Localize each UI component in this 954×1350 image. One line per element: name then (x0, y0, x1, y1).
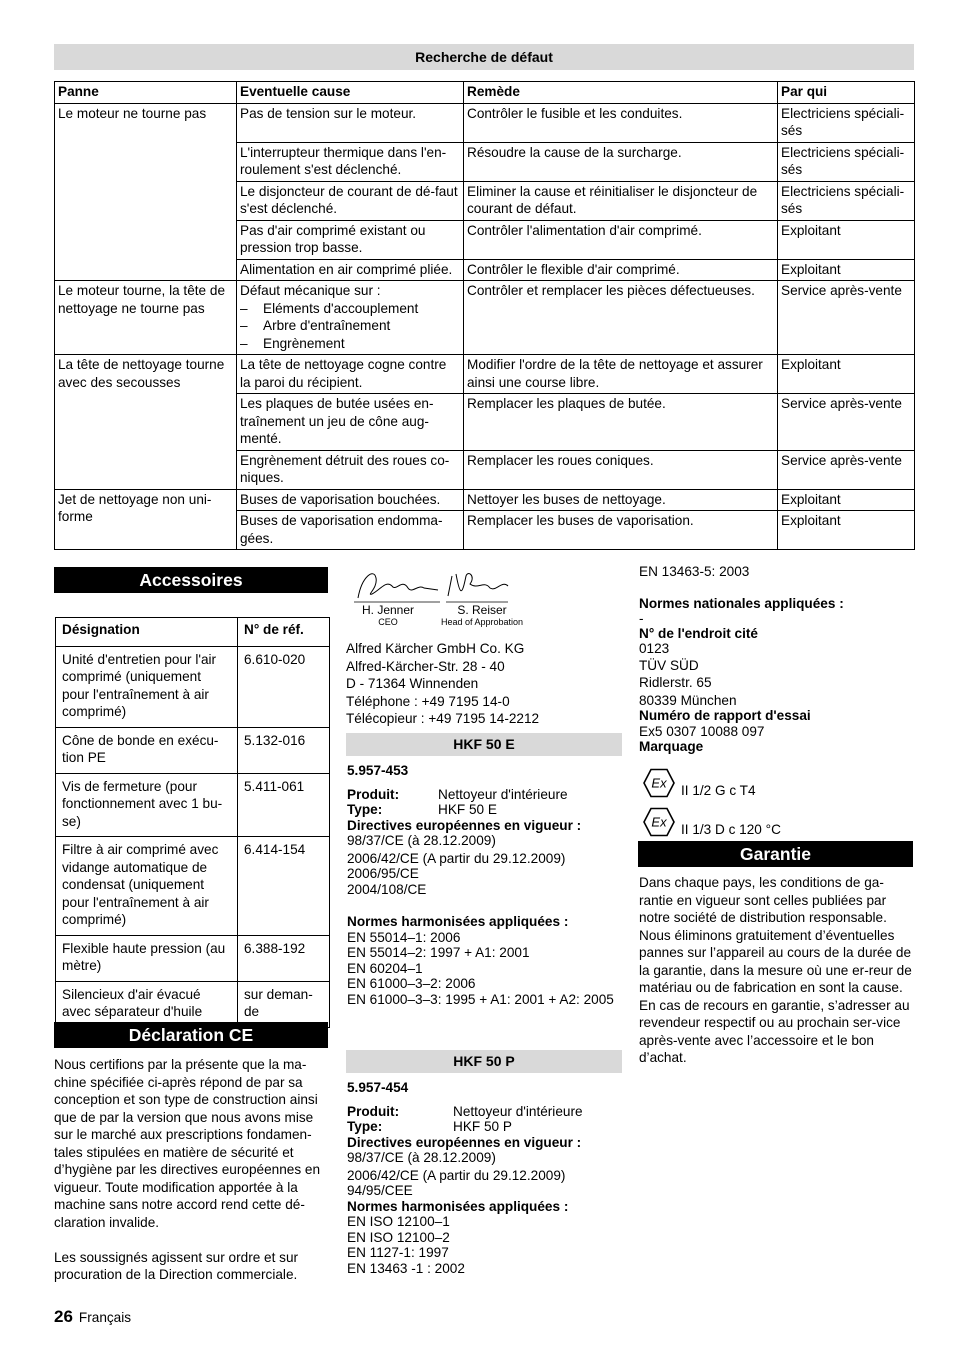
designation-cell: Cône de bonde en exécu-tion PE (56, 727, 238, 773)
directive-item: 2006/42/CE (A partir du 29.12.2009) (347, 850, 566, 866)
directive-item: 2004/108/CE (347, 881, 427, 897)
cause-cell: Le disjoncteur de courant de dé-faut s'est déclenché. (237, 181, 464, 220)
remede-cell: Contrôler le flexible d'air comprimé. (464, 259, 778, 281)
declaration-paragraph: Nous certifions par la présente que la ma-chine spécifiée ci-après répond de par sa conception et son type de construction ainsi que de par la version que nous avons mise sur le marché aux prescriptions fondamen-tales stipulées en matière de sécurité et d’hygiène par les directives européennes en vigueur. Toute modification apportée à la machine sans notre accord rend cette dé-claration invalide. (54, 1057, 321, 1230)
header-remede: Remède (464, 82, 778, 104)
product-number: 5.957-453 (347, 763, 409, 778)
company-address (346, 640, 626, 728)
panne-cell: Le moteur tourne, la tête de nettoyage ne tourne pas (55, 281, 237, 355)
remede-cell: Modifier l'ordre de la tête de nettoyage et assurer ainsi une course libre. (464, 355, 778, 394)
remede-cell: Remplacer les plaques de butée. (464, 394, 778, 451)
site-label: N° de l'endroit cité (639, 625, 758, 641)
cause-cell: L'interrupteur thermique dans l'en-roulement s'est déclenché. (237, 142, 464, 181)
declaration-paragraph: Les soussignés agissent sur ordre et sur procuration de la Direction commerciale. (54, 1249, 299, 1282)
page-footer (54, 1308, 131, 1327)
qui-cell: Service après-vente (778, 450, 915, 489)
remede-cell: Contrôler et remplacer les pièces défectueuses. (464, 281, 778, 355)
cause-cell: Buses de vaporisation bouchées. (237, 489, 464, 511)
ref-cell: 5.132-016 (238, 727, 330, 773)
ref-cell: 6.610-020 (238, 646, 330, 727)
hkf50e-block (347, 762, 623, 1008)
header-cause: Eventuelle cause (237, 82, 464, 104)
signer-role: CEO (378, 617, 398, 627)
qui-cell: Exploitant (778, 489, 915, 511)
designation-cell: Silencieux d'air évacué avec séparateur d'huile (56, 981, 238, 1027)
remede-cell: Résoudre la cause de la surcharge. (464, 142, 778, 181)
designation-cell: Flexible haute pression (au mètre) (56, 935, 238, 981)
normes-label: Normes harmonisées appliquées : (347, 1198, 569, 1214)
garantie-paragraph: En cas de recours en garantie, s’adresser au revendeur respectif ou au prochain ser-vice après-vente avec l’accessoire et le bon d’achat. (639, 997, 910, 1065)
remede-cell: Remplacer les roues coniques. (464, 450, 778, 489)
report-value: Ex5 0307 10088 097 (639, 723, 765, 739)
cause-cell: Engrènement détruit des roues co-niques. (237, 450, 464, 489)
header-ref: N° de réf. (238, 618, 330, 647)
norme-item: EN 55014–2: 1997 + A1: 2001 (347, 945, 530, 960)
cause-cell: Les plaques de butée usées en-traînement un jeu de cône aug-menté. (237, 394, 464, 451)
standards-block (639, 563, 915, 756)
table-row (55, 355, 915, 394)
list-item: – Arbre d'entraînement (240, 317, 460, 335)
directive-item: 94/95/CEE (347, 1183, 413, 1198)
marking-label: Marquage (639, 739, 704, 754)
signer-name: H. Jenner (361, 603, 415, 617)
produit-row: Produit: Nettoyeur d'intérieure (347, 1103, 583, 1119)
norme-item: EN ISO 12100–1 (347, 1214, 450, 1229)
table-row (56, 646, 330, 727)
table-row (56, 837, 330, 936)
directive-item: 2006/42/CE (A partir du 29.12.2009) (347, 1167, 566, 1183)
table-row (55, 489, 915, 511)
normes-label: Normes harmonisées appliquées : (347, 914, 569, 929)
svg-text:Ex: Ex (651, 814, 667, 830)
signer-name: S. Reiser (457, 603, 507, 617)
remede-cell: Contrôler le fusible et les conduites. (464, 103, 778, 142)
page-number: 26 (54, 1307, 73, 1326)
marking-value: II 1/3 D c 120 °C (681, 822, 781, 837)
norm-continued: EN 13463-5: 2003 (639, 564, 750, 579)
directive-item: 98/37/CE (à 28.12.2009) (347, 833, 496, 848)
cause-cell: Buses de vaporisation endomma-gées. (237, 511, 464, 550)
cause-cell: Alimentation en air comprimé pliée. (237, 259, 464, 281)
hkf50p-block (347, 1079, 623, 1277)
ref-cell: sur deman-de (238, 981, 330, 1027)
company-street: Alfred-Kärcher-Str. 28 - 40 (346, 658, 505, 674)
qui-cell: Electriciens spéciali-sés (778, 142, 915, 181)
cause-cell: Pas d'air comprimé existant ou pression trop basse. (237, 220, 464, 259)
svg-text:Ex: Ex (651, 775, 667, 791)
table-row (56, 773, 330, 837)
hkf50e-heading: HKF 50 E (346, 733, 622, 756)
designation-cell: Filtre à air comprimé avec vidange automatique de condensat (uniquement pour l'entraînement à air comprimé) (56, 837, 238, 936)
site-line: 0123 (639, 641, 670, 656)
site-line: TÜV SÜD (639, 657, 699, 673)
directives-label: Directives européennes en vigueur : (347, 817, 582, 833)
type-row: Type: HKF 50 E (347, 802, 497, 817)
qui-cell: Service après-vente (778, 281, 915, 355)
national-norms-label: Normes nationales appliquées : (639, 595, 844, 611)
remede-cell: Eliminer la cause et réinitialiser le disjoncteur de courant de défaut. (464, 181, 778, 220)
table-row (56, 727, 330, 773)
report-label: Numéro de rapport d'essai (639, 708, 811, 723)
table-row (55, 103, 915, 142)
table-header-row (56, 618, 330, 647)
type-row: Type: HKF 50 P (347, 1119, 512, 1134)
produit-row: Produit: Nettoyeur d'intérieure (347, 786, 568, 802)
panne-cell: Le moteur ne tourne pas (55, 103, 237, 281)
table-row (55, 281, 915, 355)
remede-cell: Remplacer les buses de vaporisation. (464, 511, 778, 550)
header-panne: Panne (55, 82, 237, 104)
panne-cell: La tête de nettoyage tourne avec des secousses (55, 355, 237, 490)
norme-item: EN 61000–3–3: 1995 + A1: 2001 + A2: 2005 (347, 991, 614, 1007)
cause-list (240, 300, 460, 353)
header-par-qui: Par qui (778, 82, 915, 104)
cause-cell: Pas de tension sur le moteur. (237, 103, 464, 142)
company-name: Alfred Kärcher GmbH Co. KG (346, 641, 525, 656)
troubleshooting-title: Recherche de défaut (54, 44, 914, 70)
directive-item: 98/37/CE (à 28.12.2009) (347, 1150, 496, 1165)
language-label: Français (78, 1310, 132, 1325)
list-item: – Engrènement (240, 335, 460, 353)
site-line: Ridlerstr. 65 (639, 675, 712, 690)
cause-intro: Défaut mécanique sur : (240, 283, 381, 298)
designation-cell: Vis de fermeture (pour fonctionnement avec 1 bu-se) (56, 773, 238, 837)
ref-cell: 6.414-154 (238, 837, 330, 936)
garantie-text (639, 874, 915, 1067)
norme-item: EN 55014–1: 2006 (347, 929, 461, 945)
company-fax: Télécopieur : +49 7195 14-2212 (346, 711, 540, 726)
table-header-row (55, 82, 915, 104)
norme-item: EN 13463 -1 : 2002 (347, 1260, 465, 1276)
table-row (56, 981, 330, 1027)
company-city: D - 71364 Winnenden (346, 676, 479, 691)
cause-cell: La tête de nettoyage cogne contre la paroi du récipient. (237, 355, 464, 394)
panne-cell: Jet de nettoyage non uni-forme (55, 489, 237, 550)
qui-cell: Electriciens spéciali-sés (778, 181, 915, 220)
norme-item: EN 61000–3–2: 2006 (347, 976, 476, 991)
company-phone: Téléphone : +49 7195 14-0 (346, 693, 510, 709)
signature-left (355, 604, 421, 628)
ex-hexagon-icon (643, 768, 675, 798)
qui-cell: Service après-vente (778, 394, 915, 451)
hkf50p-heading: HKF 50 P (346, 1050, 622, 1073)
remede-cell: Nettoyer les buses de nettoyage. (464, 489, 778, 511)
ref-cell: 6.388-192 (238, 935, 330, 981)
cause-cell (237, 281, 464, 355)
norme-item: EN ISO 12100–2 (347, 1229, 450, 1245)
signature-right (437, 604, 527, 628)
ex-hexagon-icon (643, 807, 675, 837)
qui-cell: Exploitant (778, 355, 915, 394)
directive-item: 2006/95/CE (347, 866, 419, 881)
declaration-text (54, 1056, 330, 1284)
troubleshooting-table (54, 81, 915, 550)
marking-row-1 (643, 766, 756, 800)
accessories-heading: Accessoires (54, 567, 328, 593)
norme-item: EN 1127-1: 1997 (347, 1245, 449, 1260)
declaration-heading: Déclaration CE (54, 1022, 328, 1048)
qui-cell: Exploitant (778, 259, 915, 281)
directives-label: Directives européennes en vigueur : (347, 1134, 582, 1150)
norme-item: EN 60204–1 (347, 960, 423, 976)
qui-cell: Electriciens spéciali-sés (778, 103, 915, 142)
designation-cell: Unité d'entretien pour l'air comprimé (uniquement pour l'entraînement à air comprimé) (56, 646, 238, 727)
site-line: 80339 München (639, 692, 737, 708)
ref-cell: 5.411-061 (238, 773, 330, 837)
garantie-heading: Garantie (638, 841, 913, 867)
garantie-paragraph: Dans chaque pays, les conditions de ga-rantie en vigueur sont celles publiées par notre société de distribution responsable. Nous éliminons gratuitement d’éventuelles pannes sur l’appareil au cours de la durée de la garantie, dans la mesure où une er-reur de matériau ou de fabrication en sont la cause. (639, 875, 912, 995)
header-designation: Désignation (56, 618, 238, 647)
accessories-table (55, 617, 330, 1028)
table-row (56, 935, 330, 981)
signer-role: Head of Approbation (440, 617, 524, 627)
list-item: – Eléments d'accouplement (240, 300, 460, 318)
qui-cell: Exploitant (778, 220, 915, 259)
qui-cell: Exploitant (778, 511, 915, 550)
product-number: 5.957-454 (347, 1080, 409, 1095)
national-norms-value: - (639, 611, 644, 626)
remede-cell: Contrôler l'alimentation d'air comprimé. (464, 220, 778, 259)
marking-value: II 1/2 G c T4 (681, 783, 756, 798)
marking-row-2 (643, 805, 781, 839)
signatures-icon (352, 566, 512, 606)
